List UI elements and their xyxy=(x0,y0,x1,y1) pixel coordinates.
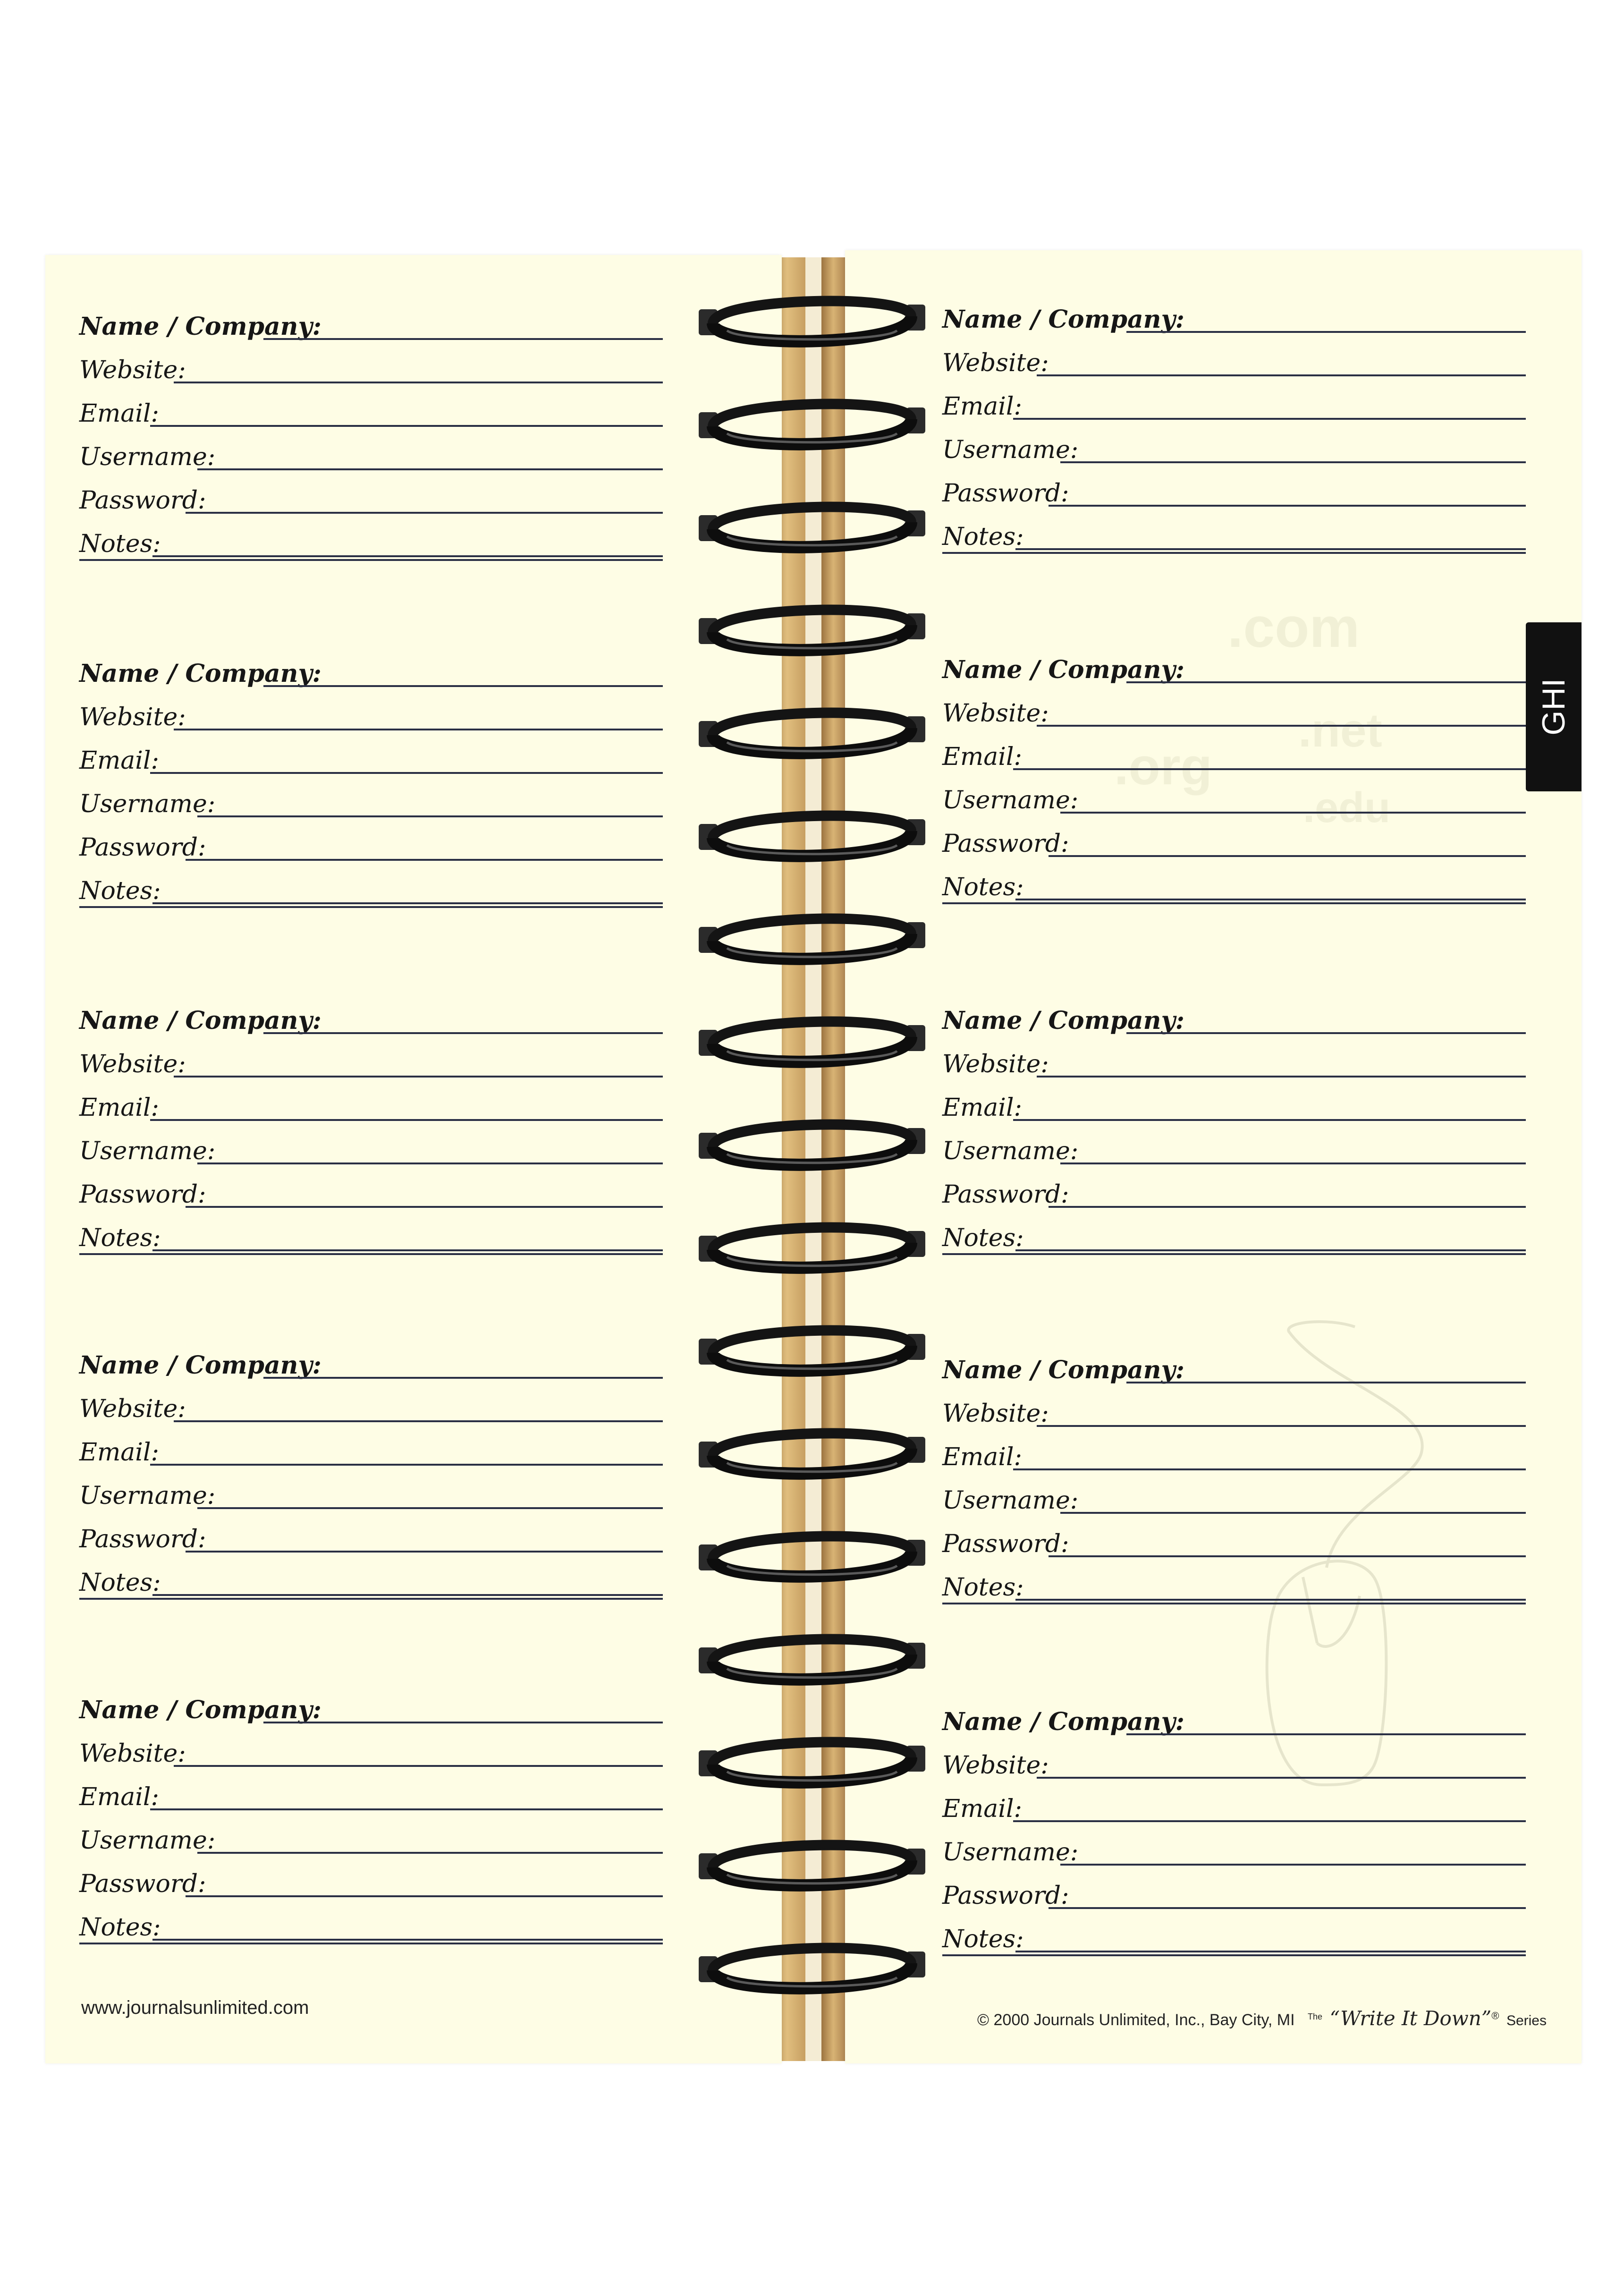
field-username xyxy=(79,1467,663,1509)
spiral-coil-ring xyxy=(694,1519,930,1589)
field-password xyxy=(942,815,1526,857)
field-label: Password: xyxy=(942,1180,1069,1209)
field-email xyxy=(942,377,1526,420)
write-in-line[interactable] xyxy=(1015,548,1526,550)
field-name-company xyxy=(79,992,663,1034)
field-email xyxy=(79,1078,663,1121)
field-label: Email: xyxy=(942,1443,1023,1471)
write-in-line[interactable] xyxy=(186,1206,663,1208)
publisher-website: www.journalsunlimited.com xyxy=(81,1997,309,2018)
field-notes xyxy=(942,508,1526,550)
watermark-com: .com xyxy=(1227,596,1360,659)
write-in-line[interactable] xyxy=(152,1939,663,1941)
field-notes xyxy=(79,1553,663,1596)
write-in-line[interactable] xyxy=(150,1464,663,1466)
field-label: Password: xyxy=(79,1180,206,1209)
left-page xyxy=(45,255,782,2063)
field-label: Email: xyxy=(79,399,160,428)
field-label: Notes: xyxy=(942,1925,1024,1953)
index-tab-label: GHI xyxy=(1536,678,1572,736)
field-password xyxy=(79,818,663,861)
field-label: Name / Company: xyxy=(942,305,1184,334)
field-email xyxy=(79,1768,663,1810)
field-label: Name / Company: xyxy=(79,1696,321,1724)
notes-extra-line[interactable] xyxy=(942,1603,1526,1604)
spiral-coil-ring xyxy=(694,1930,930,2001)
field-username xyxy=(942,771,1526,814)
write-in-line[interactable] xyxy=(1060,461,1526,463)
field-label: Password: xyxy=(942,1882,1069,1910)
write-in-line[interactable] xyxy=(186,1551,663,1553)
spiral-coil-ring xyxy=(694,592,930,663)
spiral-coil-ring xyxy=(694,901,930,972)
write-in-line[interactable] xyxy=(263,1032,663,1034)
trademark-the: The xyxy=(1308,2011,1323,2021)
field-email xyxy=(79,731,663,774)
field-notes xyxy=(942,1209,1526,1251)
field-label: Website: xyxy=(79,703,186,731)
notes-extra-line[interactable] xyxy=(79,1943,663,1944)
write-in-line[interactable] xyxy=(1015,1599,1526,1601)
write-in-line[interactable] xyxy=(1060,1162,1526,1164)
field-password xyxy=(79,1855,663,1897)
write-in-line[interactable] xyxy=(263,1377,663,1379)
field-label: Name / Company: xyxy=(942,1356,1184,1384)
field-label: Username: xyxy=(942,436,1079,464)
field-label: Name / Company: xyxy=(79,1006,321,1035)
registered-mark: ® xyxy=(1491,2010,1499,2022)
field-label: Email: xyxy=(942,1094,1023,1122)
field-name-company xyxy=(942,290,1526,333)
write-in-line[interactable] xyxy=(1126,331,1526,333)
write-in-line[interactable] xyxy=(1126,1382,1526,1383)
field-label: Website: xyxy=(79,1395,186,1423)
field-label: Password: xyxy=(942,830,1069,858)
field-label: Username: xyxy=(942,1838,1079,1867)
field-label: Password: xyxy=(79,486,206,515)
field-label: Email: xyxy=(942,392,1023,421)
field-label: Password: xyxy=(79,1525,206,1553)
field-website xyxy=(942,1736,1526,1779)
field-label: Password: xyxy=(942,479,1069,508)
field-label: Website: xyxy=(942,349,1049,377)
field-username xyxy=(79,775,663,817)
field-password xyxy=(942,1165,1526,1208)
field-label: Notes: xyxy=(79,530,161,558)
write-in-line[interactable] xyxy=(1013,418,1526,420)
write-in-line[interactable] xyxy=(1049,1907,1526,1909)
spiral-coil-ring xyxy=(694,283,930,354)
notes-extra-line[interactable] xyxy=(942,902,1526,904)
field-label: Notes: xyxy=(942,1573,1024,1602)
write-in-line[interactable] xyxy=(1037,725,1526,727)
field-website xyxy=(79,1035,663,1078)
write-in-line[interactable] xyxy=(197,1507,663,1509)
field-notes xyxy=(79,862,663,904)
field-label: Notes: xyxy=(942,873,1024,901)
write-in-line[interactable] xyxy=(1049,505,1526,507)
write-in-line[interactable] xyxy=(1049,1206,1526,1208)
field-label: Username: xyxy=(79,1826,216,1855)
spiral-coil-ring xyxy=(694,1827,930,1898)
write-in-line[interactable] xyxy=(1126,1032,1526,1034)
write-in-line[interactable] xyxy=(174,1076,663,1078)
field-label: Website: xyxy=(79,356,186,384)
field-label: Website: xyxy=(79,1050,186,1078)
field-username xyxy=(79,1811,663,1854)
field-label: Username: xyxy=(942,786,1079,815)
field-label: Notes: xyxy=(942,523,1024,551)
field-label: Website: xyxy=(942,1050,1049,1078)
field-notes xyxy=(942,858,1526,900)
notes-extra-line[interactable] xyxy=(942,1253,1526,1255)
field-notes xyxy=(79,515,663,557)
field-password xyxy=(79,1510,663,1553)
spiral-coil-ring xyxy=(694,1107,930,1178)
write-in-line[interactable] xyxy=(1037,1777,1526,1779)
field-website xyxy=(79,1724,663,1767)
write-in-line[interactable] xyxy=(1037,1076,1526,1078)
notes-extra-line[interactable] xyxy=(79,1598,663,1600)
field-password xyxy=(942,1515,1526,1557)
write-in-line[interactable] xyxy=(186,512,663,514)
spiral-coil-ring xyxy=(694,1313,930,1383)
spiral-coil-ring xyxy=(694,798,930,869)
field-label: Website: xyxy=(942,1751,1049,1780)
field-username xyxy=(79,1122,663,1164)
write-in-line[interactable] xyxy=(197,815,663,817)
field-website xyxy=(79,1380,663,1422)
field-label: Email: xyxy=(79,1438,160,1467)
copyright-text: © 2000 Journals Unlimited, Inc., Bay City, MI xyxy=(977,2011,1295,2029)
notes-extra-line[interactable] xyxy=(79,1253,663,1255)
write-in-line[interactable] xyxy=(174,1420,663,1422)
spiral-coil-ring xyxy=(694,1210,930,1281)
write-in-line[interactable] xyxy=(1037,374,1526,376)
field-label: Email: xyxy=(942,1795,1023,1823)
write-in-line[interactable] xyxy=(152,1249,663,1251)
field-label: Name / Company: xyxy=(79,1351,321,1380)
write-in-line[interactable] xyxy=(150,1808,663,1810)
field-website xyxy=(942,334,1526,376)
field-website xyxy=(942,1384,1526,1427)
write-in-line[interactable] xyxy=(1015,1951,1526,1952)
spiral-coil-ring xyxy=(694,695,930,766)
field-username xyxy=(942,1122,1526,1164)
write-in-line[interactable] xyxy=(186,1895,663,1897)
field-label: Email: xyxy=(79,1783,160,1811)
field-username xyxy=(942,421,1526,463)
write-in-line[interactable] xyxy=(174,729,663,730)
field-label: Email: xyxy=(942,743,1023,771)
field-name-company xyxy=(942,1341,1526,1383)
write-in-line[interactable] xyxy=(197,468,663,470)
field-name-company xyxy=(79,1336,663,1379)
field-username xyxy=(942,1471,1526,1514)
field-password xyxy=(942,464,1526,507)
field-website xyxy=(942,1035,1526,1078)
write-in-line[interactable] xyxy=(150,1119,663,1121)
field-label: Username: xyxy=(79,1482,216,1510)
field-label: Username: xyxy=(79,790,216,818)
right-page xyxy=(845,250,1582,2063)
write-in-line[interactable] xyxy=(263,338,663,340)
field-name-company xyxy=(79,645,663,687)
write-in-line[interactable] xyxy=(1060,1512,1526,1514)
field-label: Website: xyxy=(942,1400,1049,1428)
field-label: Notes: xyxy=(79,1913,161,1942)
write-in-line[interactable] xyxy=(263,685,663,687)
field-label: Website: xyxy=(942,699,1049,728)
field-website xyxy=(79,688,663,730)
write-in-line[interactable] xyxy=(152,1594,663,1596)
field-notes xyxy=(79,1209,663,1251)
field-name-company xyxy=(942,1693,1526,1735)
notes-extra-line[interactable] xyxy=(79,906,663,908)
watermark-org: .org xyxy=(1114,738,1212,796)
field-email xyxy=(942,728,1526,770)
write-in-line[interactable] xyxy=(152,555,663,557)
write-in-line[interactable] xyxy=(1015,1249,1526,1251)
write-in-line[interactable] xyxy=(1126,1733,1526,1735)
write-in-line[interactable] xyxy=(1049,1555,1526,1557)
spiral-coil-ring xyxy=(694,1004,930,1075)
write-in-line[interactable] xyxy=(186,859,663,861)
write-in-line[interactable] xyxy=(174,382,663,383)
field-notes xyxy=(942,1558,1526,1601)
field-email xyxy=(79,384,663,427)
field-password xyxy=(942,1867,1526,1909)
write-in-line[interactable] xyxy=(1126,681,1526,683)
spiral-coil-ring xyxy=(694,1416,930,1486)
watermark-net: .net xyxy=(1298,704,1382,757)
field-email xyxy=(942,1078,1526,1121)
notes-extra-line[interactable] xyxy=(79,559,663,561)
write-in-line[interactable] xyxy=(1037,1425,1526,1427)
field-website xyxy=(79,341,663,383)
write-in-line[interactable] xyxy=(150,425,663,427)
write-in-line[interactable] xyxy=(1060,1864,1526,1866)
spiral-coil-ring xyxy=(694,489,930,560)
field-name-company xyxy=(79,1681,663,1723)
write-in-line[interactable] xyxy=(1013,768,1526,770)
write-in-line[interactable] xyxy=(263,1722,663,1723)
field-label: Username: xyxy=(942,1486,1079,1515)
field-label: Notes: xyxy=(79,877,161,905)
field-label: Name / Company: xyxy=(79,312,321,341)
field-label: Name / Company: xyxy=(79,659,321,688)
field-label: Password: xyxy=(79,1870,206,1898)
field-label: Username: xyxy=(79,1137,216,1165)
field-label: Email: xyxy=(79,1094,160,1122)
write-in-line[interactable] xyxy=(1013,1119,1526,1121)
spiral-coil-ring xyxy=(694,1724,930,1795)
notes-extra-line[interactable] xyxy=(942,1954,1526,1956)
write-in-line[interactable] xyxy=(1049,855,1526,857)
field-password xyxy=(79,1165,663,1208)
index-tab-ghi[interactable] xyxy=(1526,622,1582,791)
field-password xyxy=(79,471,663,514)
field-email xyxy=(79,1423,663,1466)
write-in-line[interactable] xyxy=(1013,1468,1526,1470)
field-username xyxy=(79,428,663,470)
write-in-line[interactable] xyxy=(174,1765,663,1767)
field-notes xyxy=(942,1910,1526,1952)
field-label: Website: xyxy=(79,1739,186,1768)
field-label: Password: xyxy=(942,1530,1069,1558)
field-label: Name / Company: xyxy=(942,655,1184,684)
write-in-line[interactable] xyxy=(197,1162,663,1164)
field-label: Username: xyxy=(79,443,216,471)
footer-copyright xyxy=(977,2007,1547,2030)
write-in-line[interactable] xyxy=(1013,1820,1526,1822)
series-name: “Write It Down” xyxy=(1329,2007,1492,2030)
field-notes xyxy=(79,1898,663,1941)
series-word: Series xyxy=(1506,2013,1547,2028)
field-label: Name / Company: xyxy=(942,1707,1184,1736)
write-in-line[interactable] xyxy=(1060,812,1526,814)
field-label: Notes: xyxy=(79,1224,161,1252)
field-name-company xyxy=(942,992,1526,1034)
field-label: Name / Company: xyxy=(942,1006,1184,1035)
field-label: Notes: xyxy=(942,1224,1024,1252)
field-label: Notes: xyxy=(79,1569,161,1597)
write-in-line[interactable] xyxy=(197,1852,663,1854)
field-label: Password: xyxy=(79,833,206,862)
watermark-edu: .edu xyxy=(1303,784,1391,832)
field-email xyxy=(942,1780,1526,1822)
field-name-company xyxy=(79,297,663,340)
field-name-company xyxy=(942,641,1526,683)
write-in-line[interactable] xyxy=(1015,899,1526,900)
field-username xyxy=(942,1823,1526,1866)
field-label: Username: xyxy=(942,1137,1079,1165)
field-email xyxy=(942,1428,1526,1470)
spiral-coil-ring xyxy=(694,386,930,457)
write-in-line[interactable] xyxy=(152,902,663,904)
notes-extra-line[interactable] xyxy=(942,552,1526,554)
field-label: Email: xyxy=(79,747,160,775)
field-website xyxy=(942,684,1526,727)
write-in-line[interactable] xyxy=(150,772,663,774)
spiral-coil-ring xyxy=(694,1621,930,1692)
